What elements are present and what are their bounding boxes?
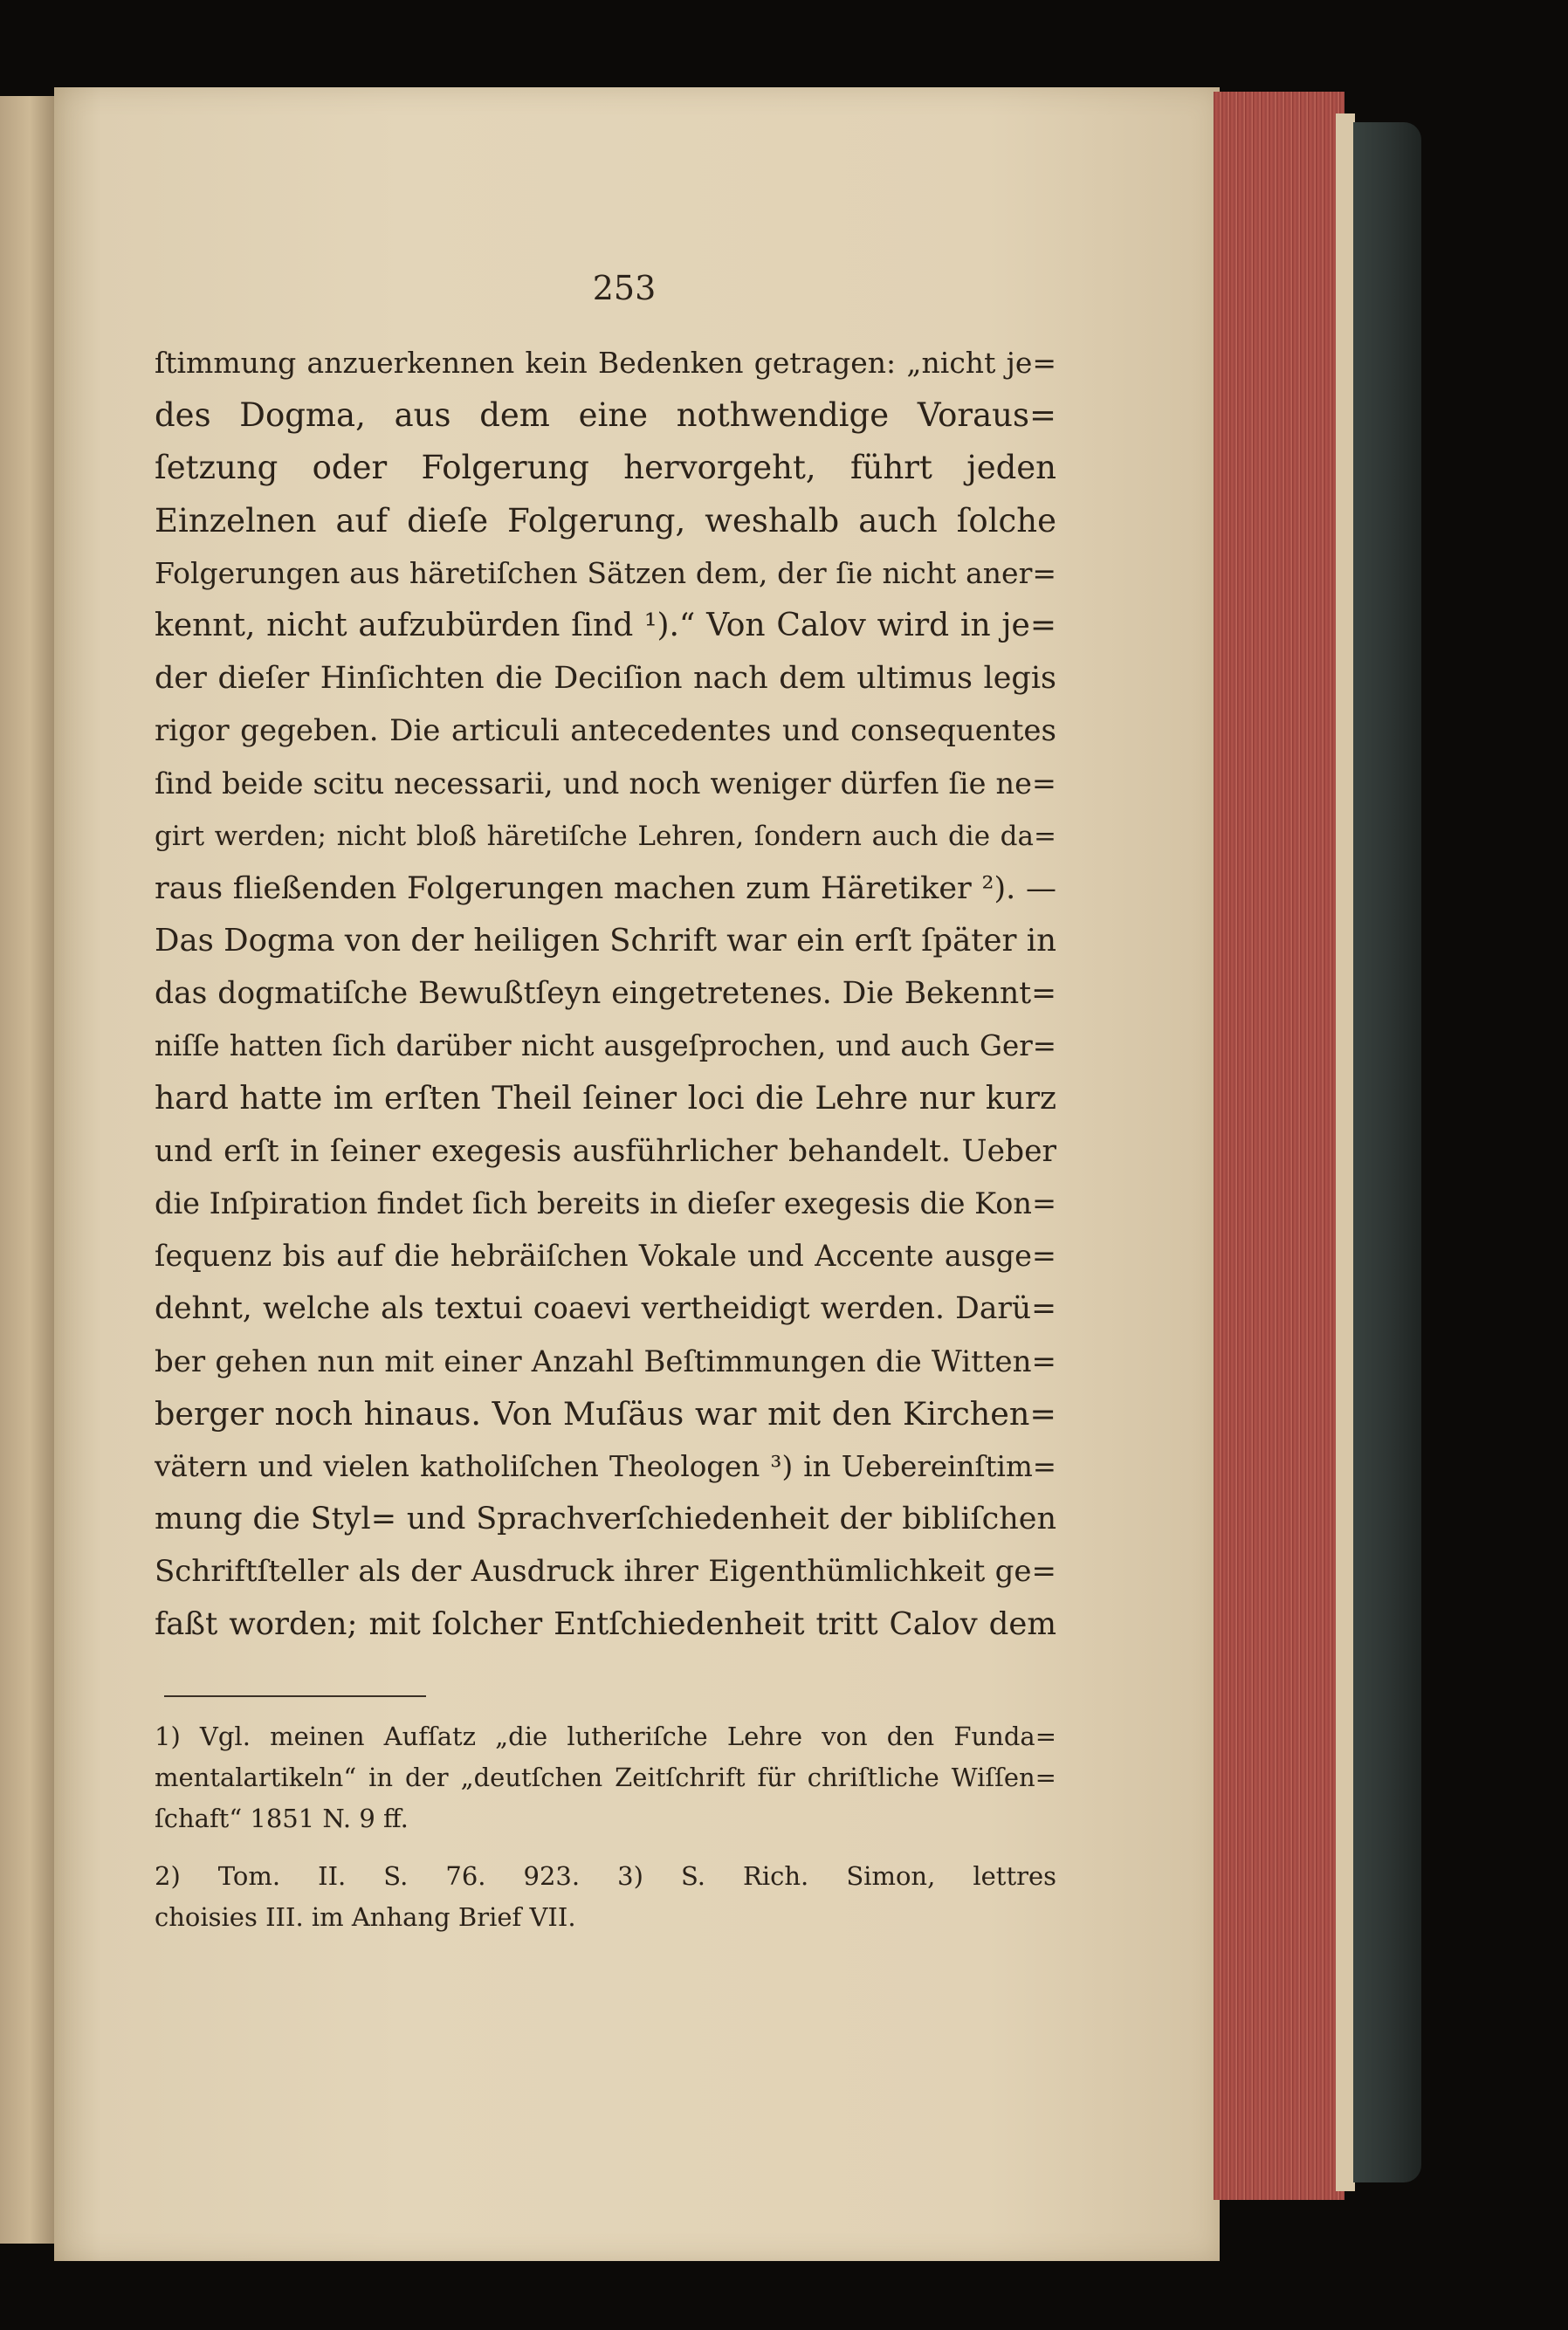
text-line: berger noch hinaus. Von Muſäus war mit den Kirchen= [155,1394,1056,1433]
text-line: girt werden; nicht bloß häretiſche Lehren, ſondern auch die da= [155,820,1056,852]
text-line: rigor gegeben. Die articuli antecedentes und consequentes [155,713,1056,749]
text-line: kennt, nicht aufzubürden ſind ¹).“ Von Calov wird in je= [155,607,1056,643]
text-line: Das Dogma von der heiligen Schrift war ein erſt ſpäter in [155,923,1056,959]
text-line: niſſe hatten ſich darüber nicht ausgeſprochen, und auch Ger= [155,1029,1056,1063]
text-line: ber gehen nun mit einer Anzahl Beſtimmungen die Witten= [155,1344,1056,1379]
text-line: Schriftſteller als der Ausdruck ihrer Eigenthümlichkeit ge= [155,1554,1056,1590]
text-line: die Inſpiration findet ſich bereits in dieſer exegesis die Kon= [155,1186,1056,1220]
left-page-edge [0,96,54,2244]
text-line: ſetzung oder Folgerung hervorgeht, führt jeden [155,449,1056,487]
text-line: Einzelnen auf dieſe Folgerung, weshalb auch ſolche [155,501,1056,540]
page-edges-light [1336,113,1355,2191]
text-line: des Dogma, aus dem eine nothwendige Voraus= [155,396,1056,435]
footnote-line: choisies III. im Anhang Brief VII. [155,1902,576,1932]
text-line: ſequenz bis auf die hebräiſchen Vokale und Accente ausge= [155,1239,1056,1274]
footnote-line: mentalartikeln“ in der „deutſchen Zeitſchrift für chriſtliche Wiſſen= [155,1763,1056,1792]
text-line: faßt worden; mit ſolcher Entſchiedenheit tritt Calov dem [155,1605,1056,1642]
page-number: 253 [592,269,657,307]
page-edges-red [1214,92,1344,2200]
text-line: dehnt, welche als textui coaevi vertheidigt werden. Darü= [155,1291,1056,1327]
text-line: der dieſer Hinſichten die Deciſion nach dem ultimus legis [155,661,1056,697]
text-line: hard hatte im erſten Theil ſeiner loci die Lehre nur kurz [155,1080,1056,1117]
book-cover [1353,122,1421,2182]
text-line: mung die Styl= und Sprachverſchiedenheit der bibliſchen [155,1502,1056,1537]
footnote-rule [164,1695,426,1697]
footnote-line: 2) Tom. II. S. 76. 923. 3) S. Rich. Simon, lettres [155,1861,1056,1891]
text-line: das dogmatiſche Bewußtſeyn eingetretenes. Die Bekennt= [155,976,1056,1012]
text-line: ſind beide scitu necessarii, und noch weniger dürfen ſie ne= [155,766,1056,801]
text-line: raus fließenden Folgerungen machen zum Häretiker ²). — [155,870,1056,906]
text-line: vätern und vielen katholiſchen Theologen ³) in Uebereinſtim= [155,1449,1056,1483]
text-line: Folgerungen aus häretiſchen Sätzen dem, der ſie nicht aner= [155,555,1056,590]
footnote-line: ſchaft“ 1851 N. 9 ff. [155,1804,409,1833]
footnotes [155,1716,1056,1938]
text-line: und erſt in ſeiner exegesis ausführlicher behandelt. Ueber [155,1133,1056,1169]
footnote-line: 1) Vgl. meinen Aufſatz „die lutheriſche Lehre von den Funda= [155,1722,1056,1751]
body-text [155,337,1056,1651]
text-line: ſtimmung anzuerkennen kein Bedenken getragen: „nicht je= [155,346,1056,380]
